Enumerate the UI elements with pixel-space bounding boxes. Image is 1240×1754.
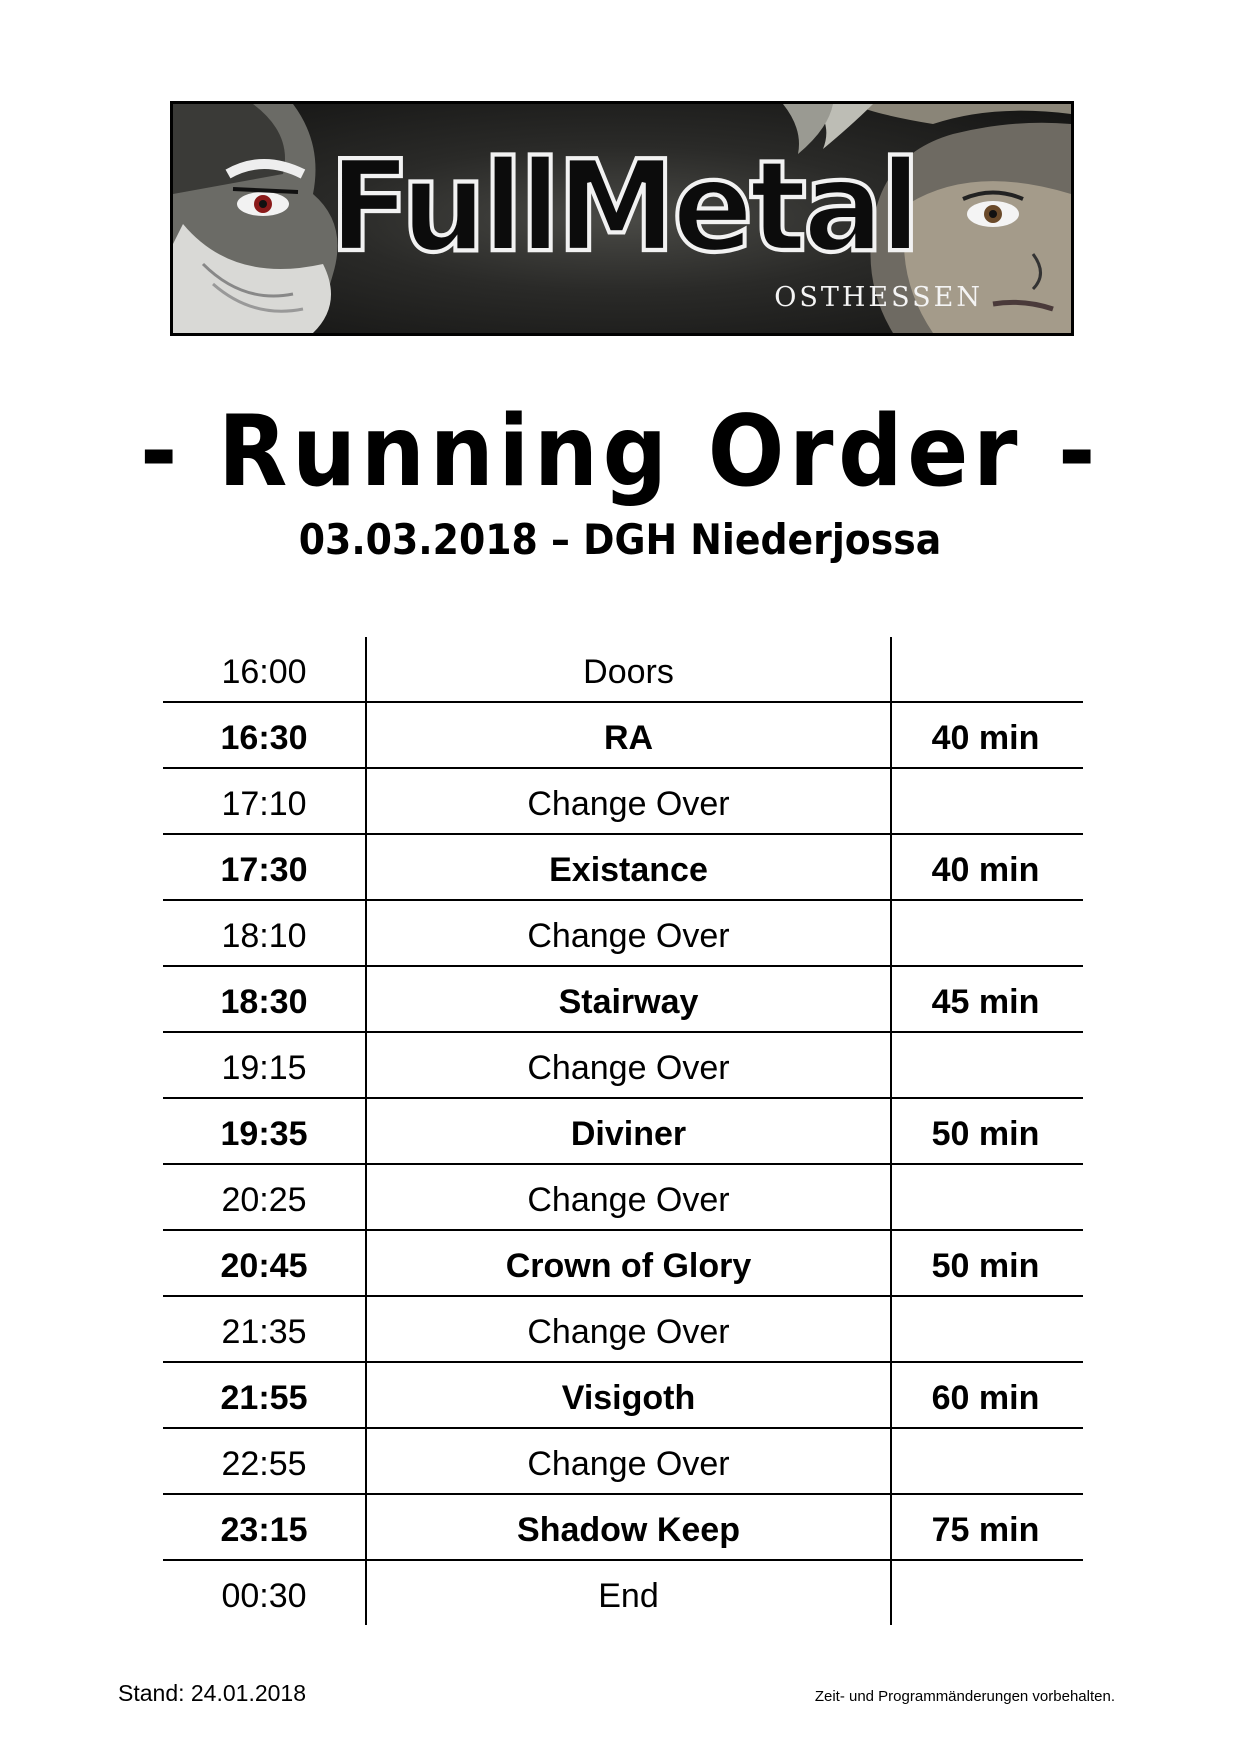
duration-cell: [892, 637, 1079, 701]
band-name-cell: Existance: [367, 835, 892, 899]
table-row: [163, 1099, 1083, 1165]
duration-cell: 40 min: [931, 851, 1040, 889]
time-cell: 20:45: [163, 1231, 367, 1295]
band-name-cell: Crown of Glory: [367, 1231, 892, 1295]
table-row: [163, 1561, 1083, 1625]
time-cell: 23:15: [163, 1495, 367, 1559]
event-cell: Change Over: [367, 1165, 892, 1229]
duration-cell: 50 min: [931, 1115, 1040, 1153]
time-cell: 18:10: [163, 901, 367, 965]
festival-banner: [170, 101, 1074, 336]
duration-cell: [892, 1165, 1079, 1229]
duration-cell: [892, 1429, 1079, 1493]
time-cell: 22:55: [163, 1429, 367, 1493]
time-cell: 19:35: [163, 1099, 367, 1163]
duration-cell: 50 min: [931, 1247, 1040, 1285]
table-row: [163, 967, 1083, 1033]
time-cell: 00:30: [163, 1561, 367, 1625]
disclaimer: Zeit- und Programmänderungen vorbehalten.: [814, 1688, 1115, 1705]
table-row: [163, 1165, 1083, 1231]
page-title: - Running Order -: [139, 395, 1101, 509]
table-row: [163, 1231, 1083, 1297]
event-date-location: 03.03.2018 – DGH Niederjossa: [298, 515, 942, 564]
table-row: [163, 1429, 1083, 1495]
event-cell: Change Over: [367, 769, 892, 833]
time-cell: 17:30: [163, 835, 367, 899]
band-name-cell: Shadow Keep: [367, 1495, 892, 1559]
band-name-cell: Stairway: [367, 967, 892, 1031]
band-name-cell: RA: [367, 703, 892, 767]
time-cell: 17:10: [163, 769, 367, 833]
duration-cell: 40 min: [931, 719, 1040, 757]
table-row: [163, 1033, 1083, 1099]
time-cell: 18:30: [163, 967, 367, 1031]
duration-cell: [892, 901, 1079, 965]
table-row: [163, 901, 1083, 967]
table-row: [163, 1495, 1083, 1561]
festival-logo: [283, 134, 963, 298]
running-order-table: [163, 637, 1083, 1625]
time-cell: 19:15: [163, 1033, 367, 1097]
event-cell: Change Over: [367, 1033, 892, 1097]
time-cell: 21:55: [163, 1363, 367, 1427]
table-row: [163, 703, 1083, 769]
table-row: [163, 1297, 1083, 1363]
duration-cell: [892, 1297, 1079, 1361]
duration-cell: [892, 1033, 1079, 1097]
band-name-cell: Diviner: [367, 1099, 892, 1163]
duration-cell: 60 min: [931, 1379, 1040, 1417]
duration-cell: 75 min: [931, 1511, 1040, 1549]
event-cell: Change Over: [367, 1429, 892, 1493]
time-cell: 20:25: [163, 1165, 367, 1229]
table-row: [163, 835, 1083, 901]
table-row: [163, 1363, 1083, 1429]
logo-wordmark: FullMetal: [329, 134, 917, 281]
duration-cell: 45 min: [931, 983, 1040, 1021]
event-cell: Change Over: [367, 1297, 892, 1361]
duration-cell: [892, 1561, 1079, 1625]
time-cell: 16:00: [163, 637, 367, 701]
table-row: [163, 637, 1083, 703]
event-cell: Doors: [367, 637, 892, 701]
time-cell: 16:30: [163, 703, 367, 767]
duration-cell: [892, 769, 1079, 833]
logo-subtitle: OSTHESSEN: [774, 282, 983, 313]
event-cell: End: [367, 1561, 892, 1625]
event-cell: Change Over: [367, 901, 892, 965]
time-cell: 21:35: [163, 1297, 367, 1361]
table-row: [163, 769, 1083, 835]
last-updated: Stand: 24.01.2018: [118, 1680, 306, 1706]
band-name-cell: Visigoth: [367, 1363, 892, 1427]
